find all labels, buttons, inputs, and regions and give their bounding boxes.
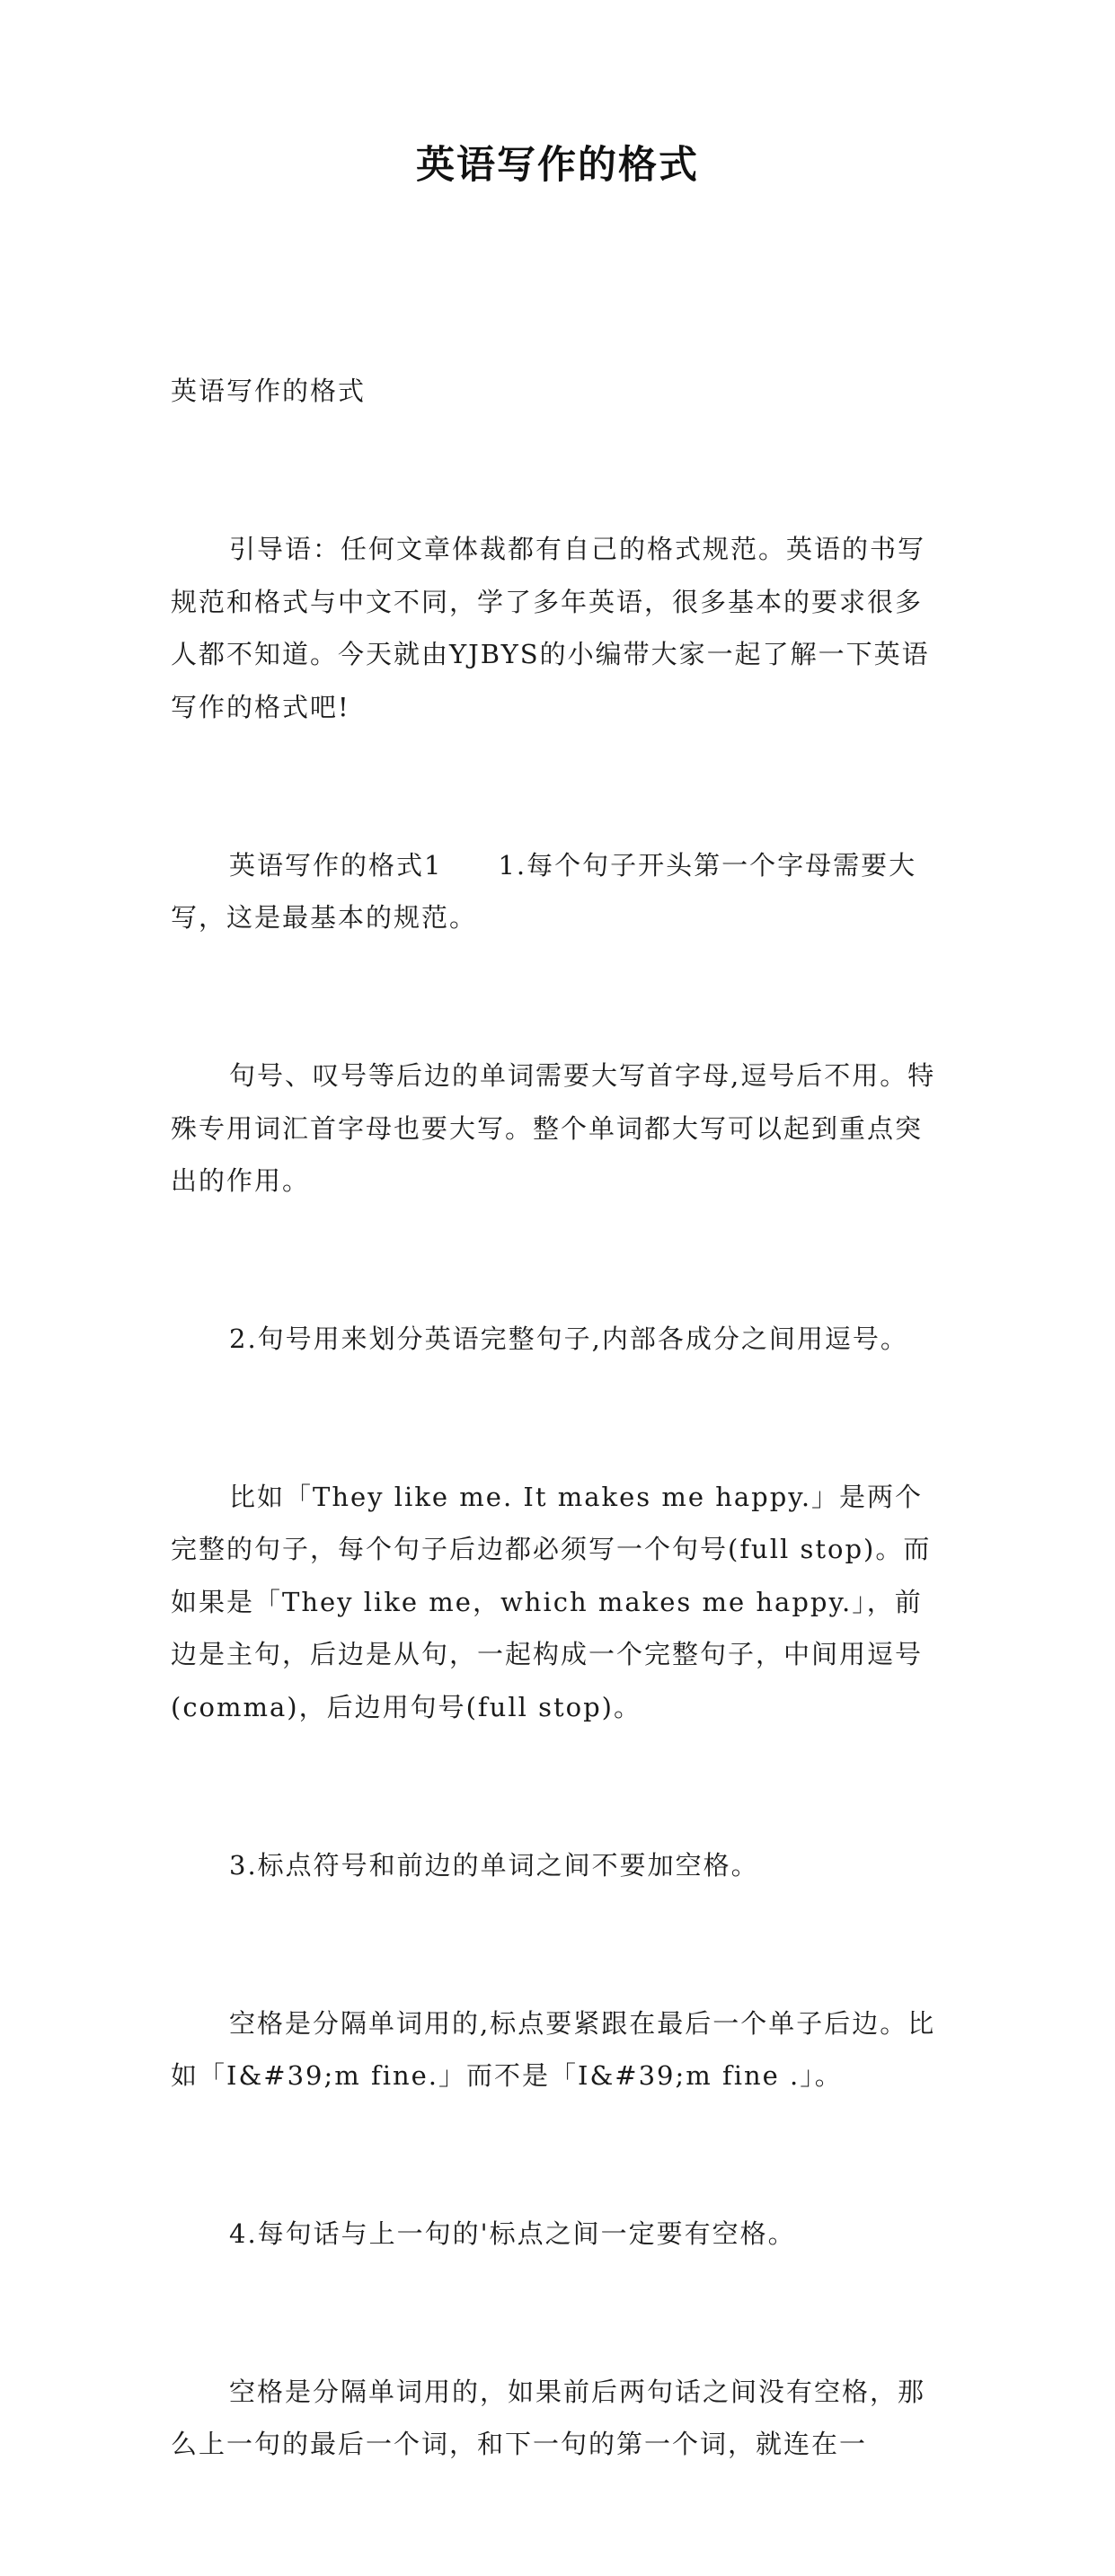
paragraph-rule-3: 3.标点符号和前边的单词之间不要加空格。 xyxy=(229,1849,759,1881)
paragraph-rule-1-detail: 句号、叹号等后边的单词需要大写首字母,逗号后不用。特殊专用词汇首字母也要大写。整个单词都大写可以起到重点突出的作用。 xyxy=(171,1059,936,1197)
document-title: 英语写作的格式 xyxy=(416,143,699,188)
paragraph-rule-2-example: 比如「They like me. It makes me happy.」是两个完整的句子，每个句子后边都必须写一个句号(full stop)。而如果是「They like me，which makes me happy.」，前边是主句，后边是从句，一起构成一个完整句子，中间用逗号(comma)，后边用句号(full stop)。 xyxy=(171,1481,932,1723)
paragraph-rule-2: 2.句号用来划分英语完整句子,内部各成分之间用逗号。 xyxy=(229,1323,908,1354)
paragraph-rule-4-detail: 空格是分隔单词用的，如果前后两句话之间没有空格，那么上一句的最后一个词，和下一句的第一个词，就连在一 xyxy=(171,2376,926,2460)
paragraph-heading: 英语写作的格式 xyxy=(171,376,367,407)
paragraph-rule-4: 4.每句话与上一句的'标点之间一定要有空格。 xyxy=(229,2217,796,2249)
paragraph-rule-1: 英语写作的格式1 1.每个句子开头第一个字母需要大写，这是最基本的规范。 xyxy=(171,849,917,934)
paragraph-intro: 引导语：任何文章体裁都有自己的格式规范。英语的书写规范和格式与中文不同，学了多年英语，很多基本的要求很多人都不知道。今天就由YJBYS的小编带大家一起了解一下英语写作的格式吧! xyxy=(171,533,930,722)
document-body xyxy=(171,260,945,2576)
paragraph-rule-3-detail: 空格是分隔单词用的,标点要紧跟在最后一个单子后边。比如「I&#39;m fine.」而不是「I&#39;m fine .」。 xyxy=(171,2007,936,2092)
